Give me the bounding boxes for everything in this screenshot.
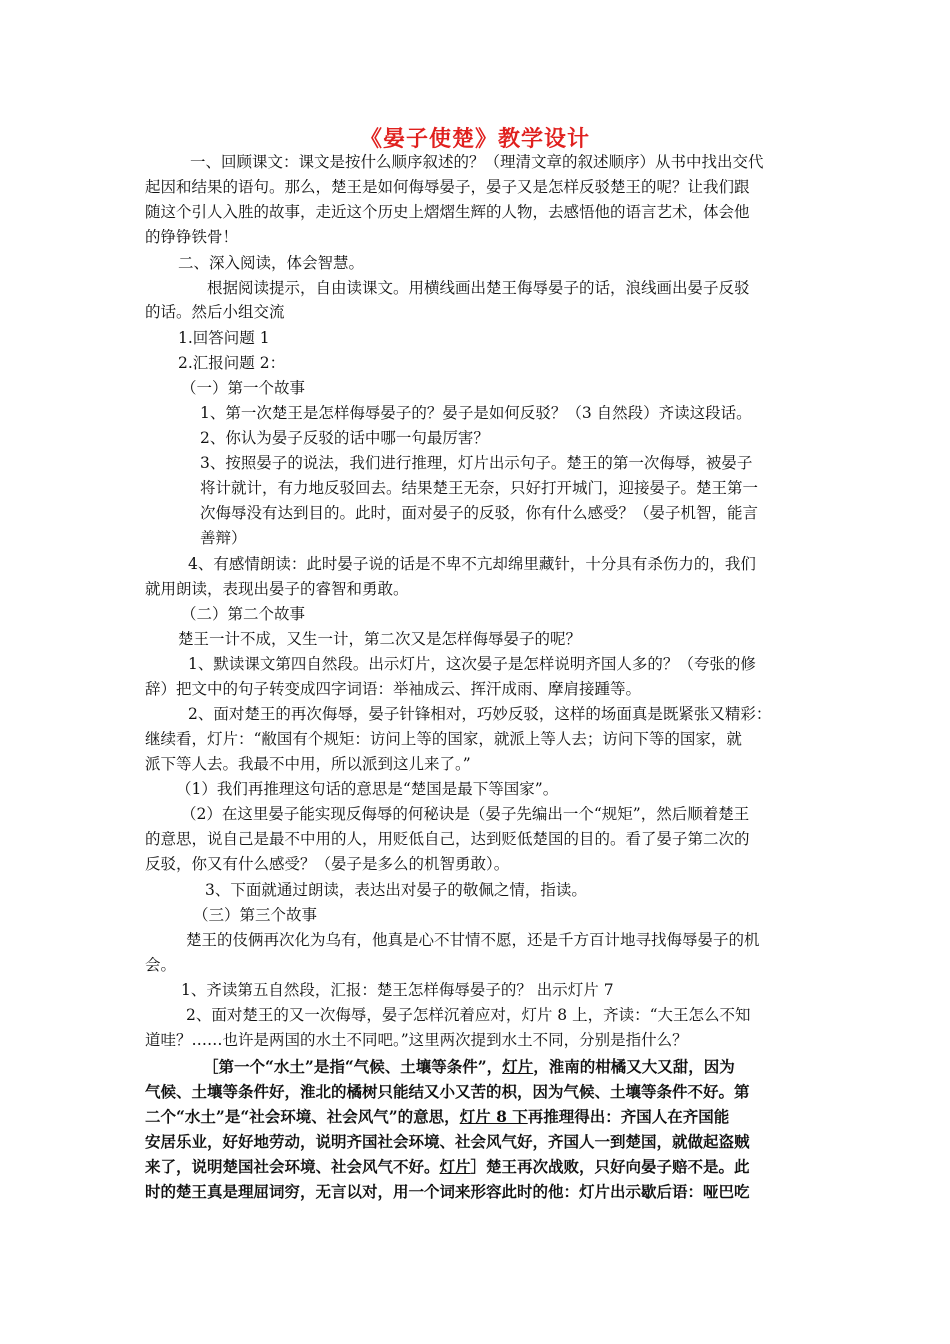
list-item: 2.汇报问题 2： [178, 354, 286, 372]
list-item: 4、有感情朗读：此时晏子说的话是不卑不亢却绵里藏针，十分具有杀伤力的，我们 [188, 555, 756, 573]
bold-paragraph-line: 气候、土壤等条件好，淮北的橘树只能结又小又苦的枳，因为气候、土壤等条件不好。第 [145, 1082, 750, 1101]
paragraph-line: 将计就计，有力地反驳回去。结果楚王无奈，只好打开城门，迎接晏子。楚王第一 [200, 479, 759, 497]
paragraph-line: 次侮辱没有达到目的。此时，面对晏子的反驳，你有什么感受？（晏子机智，能言 [200, 504, 759, 522]
bold-paragraph-line: 二个“水土”是“社会环境、社会风气”的意思，灯片 8 下再推理得出：齐国人在齐国能 [145, 1107, 730, 1126]
paragraph-line: 辞）把文中的句子转变成四字词语：举袖成云、挥汗成雨、摩肩接踵等。 [145, 680, 642, 698]
section-heading: 二、深入阅读，体会智慧。 [178, 254, 365, 272]
list-item: 2、面对楚王的再次侮辱，晏子针锋相对，巧妙反驳，这样的场面真是既紧张又精彩： [188, 705, 772, 723]
list-item: 1.回答问题 1 [178, 329, 270, 347]
paragraph-line: 派下等人去。我最不中用，所以派到这儿来了。” [145, 755, 471, 773]
list-item: 3、下面就通过朗读，表达出对晏子的敬佩之情，指读。 [205, 881, 587, 899]
paragraph-line: 一、回顾课文：课文是按什么顺序叙述的？（理清文章的叙述顺序）从书中找出交代 [190, 153, 764, 171]
paragraph-line: 楚王一计不成，又生一计，第二次又是怎样侮辱晏子的呢？ [178, 630, 582, 648]
list-item: 2、你认为晏子反驳的话中哪一句最厉害？ [200, 429, 489, 447]
slide-ref: 灯片 [502, 1057, 534, 1076]
bold-paragraph-line: 安居乐业，好好地劳动，说明齐国社会环境、社会风气好，齐国人一到楚国，就做起盗贼 [145, 1132, 750, 1151]
paragraph-line: 继续看，灯片：“敝国有个规矩：访问上等的国家，就派上等人去；访问下等的国家，就 [145, 730, 742, 748]
subsection-heading: （一）第一个故事 [181, 379, 306, 397]
paragraph-line: 楚王的伎俩再次化为乌有，他真是心不甘情不愿，还是千方百计地寻找侮辱晏子的机 [186, 931, 760, 949]
slide-ref: 灯片 [439, 1157, 471, 1176]
paragraph-line: 起因和结果的语句。那么，楚王是如何侮辱晏子，晏子又是怎样反驳楚王的呢？让我们跟 [145, 178, 750, 196]
paragraph-line: 的铮铮铁骨！ [145, 228, 239, 246]
list-item: （2）在这里晏子能实现反侮辱的何秘诀是（晏子先编出一个“规矩”，然后顺着楚王 [181, 805, 750, 823]
bold-paragraph-line: 来了，说明楚国社会环境、社会风气不好。灯片］楚王再次战败，只好向晏子赔不是。此 [145, 1157, 750, 1176]
list-item: 3、按照晏子的说法，我们进行推理，灯片出示句子。楚王的第一次侮辱，被晏子 [200, 454, 753, 472]
paragraph-line: 善辩） [200, 529, 247, 547]
list-item: 1、齐读第五自然段，汇报：楚王怎样侮辱晏子的？ 出示灯片 7 [181, 981, 614, 999]
list-item: 1、第一次楚王是怎样侮辱晏子的？晏子是如何反驳？（3 自然段）齐读这段话。 [200, 404, 752, 422]
list-item: （1）我们再推理这句话的意思是“楚国是最下等国家”。 [176, 780, 559, 798]
paragraph-line: 反驳，你又有什么感受？（晏子是多么的机智勇敢）。 [145, 855, 510, 873]
subsection-heading: （二）第二个故事 [181, 605, 306, 623]
bold-paragraph-line: 时的楚王真是理屈词穷，无言以对，用一个词来形容此时的他：灯片出示歇后语：哑巴吃 [145, 1182, 750, 1201]
paragraph-line: 的话。然后小组交流 [145, 303, 285, 321]
paragraph-line: 会。 [145, 956, 177, 974]
document-title: 《晏子使楚》教学设计 [359, 126, 590, 152]
slide-ref: 灯片 8 下 [459, 1107, 528, 1126]
paragraph-line: 根据阅读提示，自由读课文。用横线画出楚王侮辱晏子的话，浪线画出晏子反驳 [207, 279, 750, 297]
list-item: 1、默读课文第四自然段。出示灯片，这次晏子是怎样说明齐国人多的？（夸张的修 [188, 655, 756, 673]
paragraph-line: 的意思，说自己是最不中用的人，用贬低自己，达到贬低楚国的目的。看了晏子第二次的 [145, 830, 750, 848]
paragraph-line: 随这个引人入胜的故事，走近这个历史上熠熠生辉的人物，去感悟他的语言艺术，体会他 [145, 203, 750, 221]
list-item: 2、面对楚王的又一次侮辱，晏子怎样沉着应对，灯片 8 上，齐读：“大王怎么不知 [186, 1006, 751, 1024]
paragraph-line: 就用朗读，表现出晏子的睿智和勇敢。 [145, 580, 409, 598]
bold-paragraph-line: ［第一个“水土”是指“气候、土壤等条件”，灯片，淮南的柑橘又大又甜，因为 [203, 1057, 735, 1076]
subsection-heading: （三）第三个故事 [193, 906, 318, 924]
paragraph-line: 道哇？……也许是两国的水土不同吧。”这里两次提到水土不同，分别是指什么？ [145, 1031, 688, 1049]
